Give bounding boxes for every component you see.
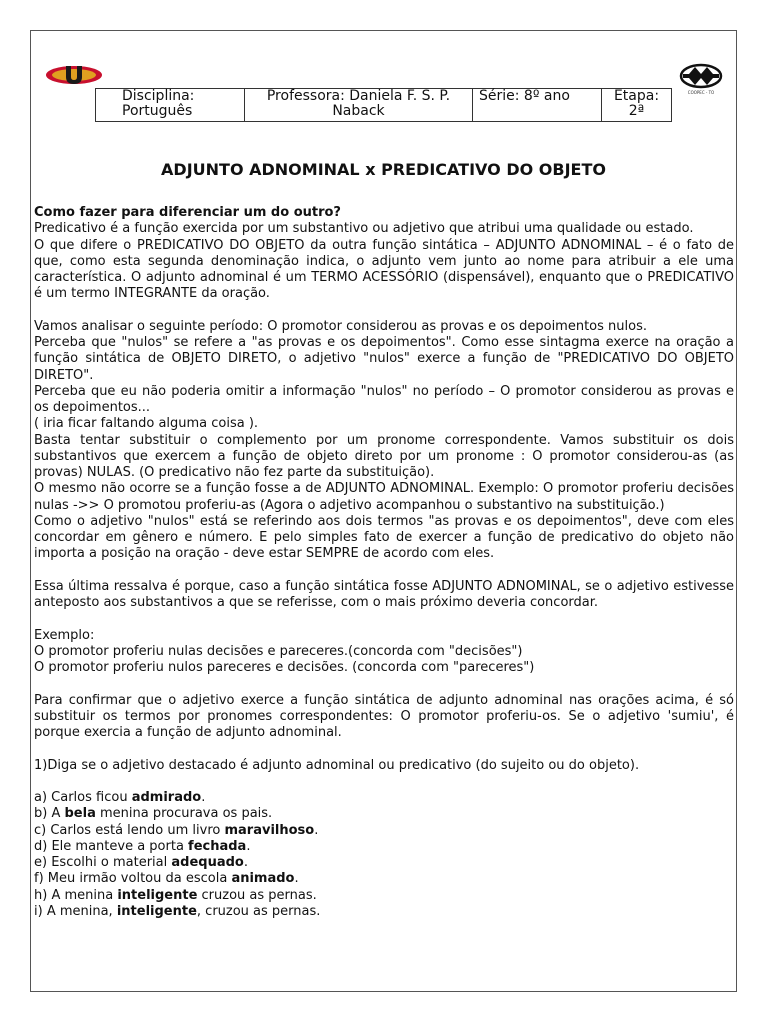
paragraph: Para confirmar que o adjetivo exerce a função sintática de adjunto adnominal nas orações acima, é só substituir os termos por pronomes correspondentes: O promotor proferiu-os. Se o adjetivo 'sumiu', é porque exercia a função de adjunto adnominal. (34, 692, 734, 740)
list-item: h) A menina inteligente cruzou as pernas. (34, 887, 317, 903)
list-item: i) A menina, inteligente, cruzou as pernas. (34, 903, 321, 919)
paragraph: O que difere o PREDICATIVO DO OBJETO da outra função sintática – ADJUNTO ADNOMINAL – é o fato de que, como esta segunda denominação indica, o adjunto vem junto ao nome para atribuir a ele uma característica. O adjunto adnominal é um TERMO ACESSÓRIO (dispensável), enquanto que o PREDICATIVO é um termo INTEGRANTE da oração. (34, 237, 734, 302)
example-line: O promotor proferiu nulas decisões e pareceres.(concorda com "decisões") (34, 643, 523, 659)
paragraph: Basta tentar substituir o complemento por um pronome correspondente. Vamos substituir os dois substantivos que exercem a função de objeto direto por um pronome : O promotor considerou-as (as provas) NULAS. (O predicativo não fez parte da substituição). (34, 432, 734, 480)
section-heading: Como fazer para diferenciar um do outro? (34, 205, 341, 220)
paragraph: Essa última ressalva é porque, caso a função sintática fosse ADJUNTO ADNOMINAL, se o adjetivo estivesse anteposto aos substantivos a que se referisse, com o mais próximo deveria concordar. (34, 578, 734, 610)
grade-cell: Série: 8º ano (473, 89, 602, 122)
list-item: b) A bela menina procurava os pais. (34, 806, 273, 822)
paragraph: ( iria ficar faltando alguma coisa ). (34, 416, 259, 432)
document-body (34, 205, 734, 920)
page-title: ADJUNTO ADNOMINAL x PREDICATIVO DO OBJETO (161, 160, 606, 179)
table-row (96, 89, 672, 122)
paragraph: Perceba que "nulos" se refere a "as provas e os depoimentos". Como esse sintagma exerce na oração a função sintática de OBJETO DIRETO, o adjetivo "nulos" exerce a função de "PREDICATIVO DO OBJETO DIRETO". (34, 335, 734, 383)
exercise-list (34, 790, 734, 920)
stage-cell: Etapa: 2ª (602, 89, 672, 122)
paragraph: Como o adjetivo "nulos" está se referindo aos dois termos "as provas e os depoimentos", deve com eles concordar em gênero e número. E pelo simples fato de exercer a função de predicativo do objeto não importa a posição na oração - deve estar SEMPRE de acordo com eles. (34, 513, 734, 562)
info-table (95, 88, 672, 122)
example-line: O promotor proferiu nulos pareceres e decisões. (concorda com "pareceres") (34, 660, 535, 675)
school-logo (44, 63, 104, 87)
paragraph: O mesmo não ocorre se a função fosse a de ADJUNTO ADNOMINAL. Exemplo: O promotor proferiu decisões nulas ->> O promotou proferiu-as (Agora o adjetivo acompanhou o substantivo na substituição.) (34, 481, 734, 513)
list-item: d) Ele manteve a porta fechada. (34, 838, 251, 854)
logo-caption: COOPEC - TO (687, 90, 715, 95)
paragraph: Perceba que eu não poderia omitir a informação "nulos" no período – O promotor considerou as provas e os depoimentos... (34, 383, 734, 415)
discipline-cell: Disciplina: Português (96, 89, 245, 122)
list-item: a) Carlos ficou admirado. (34, 790, 206, 805)
list-item: c) Carlos está lendo um livro maravilhoso. (34, 822, 319, 838)
paragraph: Vamos analisar o seguinte período: O promotor considerou as provas e os depoimentos nulos. (34, 318, 647, 334)
coopec-logo (678, 63, 724, 101)
paragraph: Predicativo é a função exercida por um substantivo ou adjetivo que atribui uma qualidade ou estado. (34, 221, 694, 237)
exercise-prompt: 1)Diga se o adjetivo destacado é adjunto adnominal ou predicativo (do sujeito ou do objeto). (34, 757, 640, 773)
list-item: f) Meu irmão voltou da escola animado. (34, 871, 299, 887)
teacher-cell: Professora: Daniela F. S. P. Naback (245, 89, 473, 122)
example-label: Exemplo: (34, 627, 95, 643)
list-item: e) Escolhi o material adequado. (34, 855, 248, 870)
